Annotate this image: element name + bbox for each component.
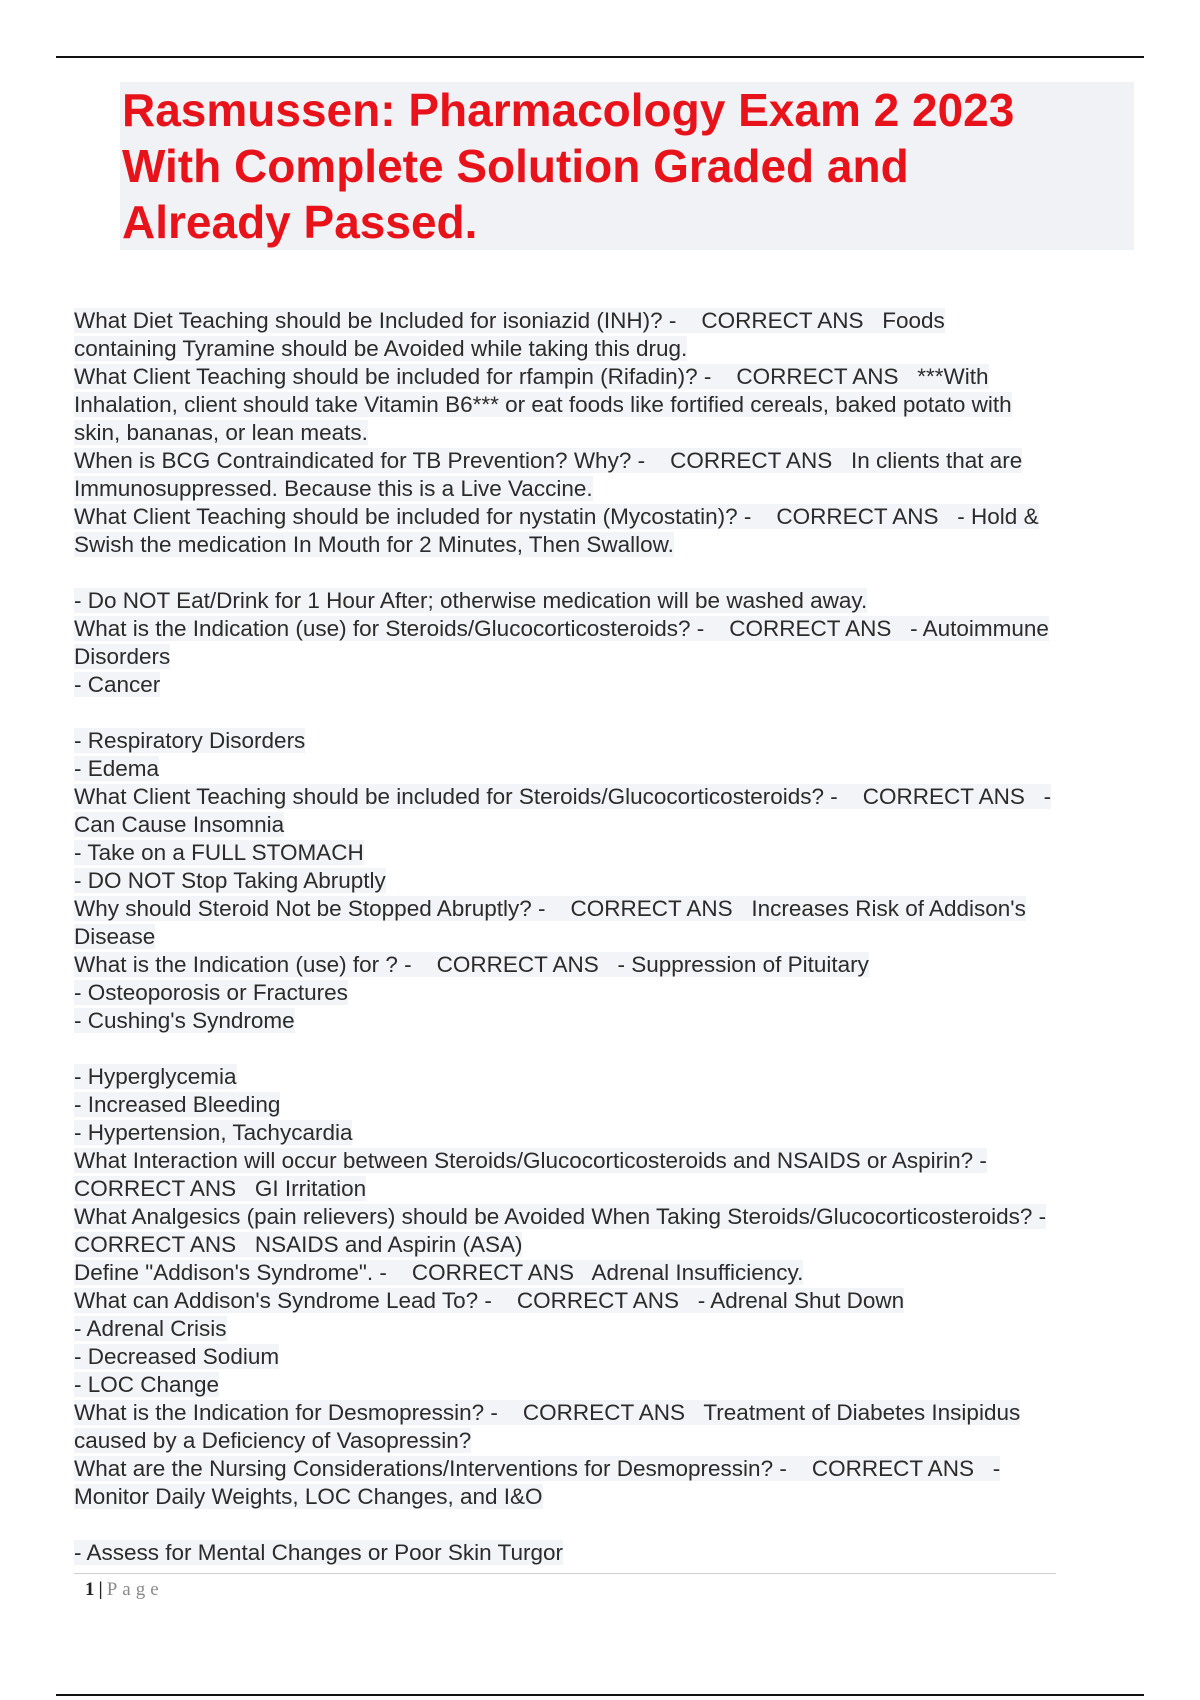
body-line-text: caused by a Deficiency of Vasopressin?: [74, 1428, 472, 1453]
body-line: [74, 1091, 1134, 1119]
body-line: [74, 335, 1134, 363]
body-line-text: Why should Steroid Not be Stopped Abruptly? - CORRECT ANS Increases Risk of Addison's: [74, 896, 1026, 921]
body-line: [74, 391, 1134, 419]
body-line: [74, 895, 1134, 923]
body-line: [74, 951, 1134, 979]
body-line-text: - Hypertension, Tachycardia: [74, 1120, 353, 1145]
body-line: [74, 671, 1134, 699]
body-line-text: What Interaction will occur between Steroids/Glucocorticosteroids and NSAIDS or Aspirin? -: [74, 1148, 987, 1173]
body-line-text: - Assess for Mental Changes or Poor Skin Turgor: [74, 1540, 563, 1565]
body-line-text: - Increased Bleeding: [74, 1092, 281, 1117]
body-line: [74, 1427, 1134, 1455]
body-line: [74, 643, 1134, 671]
body-line-text: Disease: [74, 924, 156, 949]
body-line: [74, 979, 1134, 1007]
body-line: [74, 531, 1134, 559]
body-line: [74, 1007, 1134, 1035]
body-line-text: What is the Indication for Desmopressin? - CORRECT ANS Treatment of Diabetes Insipidus: [74, 1400, 1021, 1425]
body-line: [74, 559, 1134, 587]
body-line: [74, 1035, 1134, 1063]
body-line: [74, 755, 1134, 783]
body-line: [74, 363, 1134, 391]
body-line: [74, 1399, 1134, 1427]
body-line-text: What Client Teaching should be included for nystatin (Mycostatin)? - CORRECT ANS - Hold &: [74, 504, 1039, 529]
header-rule: [56, 56, 1144, 58]
body-line: [74, 1175, 1134, 1203]
body-line-text: - Do NOT Eat/Drink for 1 Hour After; otherwise medication will be washed away.: [74, 588, 868, 613]
body-line-text: CORRECT ANS GI Irritation: [74, 1176, 367, 1201]
body-line: [74, 1343, 1134, 1371]
body-line-text: skin, bananas, or lean meats.: [74, 420, 368, 445]
footer-separator: |: [98, 1579, 103, 1600]
body-line: [74, 1119, 1134, 1147]
body-line: [74, 699, 1134, 727]
body-line: [74, 475, 1134, 503]
body-line-text: What can Addison's Syndrome Lead To? - CORRECT ANS - Adrenal Shut Down: [74, 1288, 905, 1313]
body-line: [74, 1455, 1134, 1483]
body-line-text: - Take on a FULL STOMACH: [74, 840, 364, 865]
body-line: [74, 1147, 1134, 1175]
title-line: Rasmussen: Pharmacology Exam 2 2023: [122, 84, 1015, 136]
document-title: [122, 82, 1122, 250]
body-line-text: Can Cause Insomnia: [74, 812, 285, 837]
body-line: [74, 1539, 1134, 1567]
body-line-text: When is BCG Contraindicated for TB Prevention? Why? - CORRECT ANS In clients that are: [74, 448, 1023, 473]
body-line-text: Immunosuppressed. Because this is a Live Vaccine.: [74, 476, 593, 501]
body-line: [74, 839, 1134, 867]
document-body: [74, 307, 1134, 1567]
body-line: [74, 811, 1134, 839]
title-line: With Complete Solution Graded and: [122, 140, 909, 192]
body-line-text: Swish the medication In Mouth for 2 Minutes, Then Swallow.: [74, 532, 674, 557]
body-line: [74, 447, 1134, 475]
body-line: [74, 1483, 1134, 1511]
body-line: [74, 419, 1134, 447]
body-line-text: What Client Teaching should be included for Steroids/Glucocorticosteroids? - CORRECT ANS -: [74, 784, 1052, 809]
body-line: [74, 1231, 1134, 1259]
body-line-text: - Edema: [74, 756, 160, 781]
body-line: [74, 1315, 1134, 1343]
body-line: [74, 1287, 1134, 1315]
body-line: [74, 503, 1134, 531]
body-line-text: What Diet Teaching should be Included for isoniazid (INH)? - CORRECT ANS Foods: [74, 308, 945, 333]
body-line: [74, 867, 1134, 895]
footer-rule: [74, 1573, 1056, 1574]
body-line: [74, 727, 1134, 755]
body-line-text: CORRECT ANS NSAIDS and Aspirin (ASA): [74, 1232, 523, 1257]
body-line: [74, 1063, 1134, 1091]
page-footer: [85, 1578, 164, 1602]
page-label: Page: [106, 1579, 164, 1600]
body-line: [74, 615, 1134, 643]
body-line-text: - Osteoporosis or Fractures: [74, 980, 348, 1005]
body-line: [74, 1511, 1134, 1539]
body-line-text: Define "Addison's Syndrome". - CORRECT ANS Adrenal Insufficiency.: [74, 1260, 804, 1285]
body-line-text: - LOC Change: [74, 1372, 220, 1397]
body-line-text: What Analgesics (pain relievers) should be Avoided When Taking Steroids/Glucocorticosteroids? -: [74, 1204, 1047, 1229]
title-line: Already Passed.: [122, 196, 478, 248]
body-line: [74, 923, 1134, 951]
body-line-text: - Respiratory Disorders: [74, 728, 306, 753]
body-line-text: Inhalation, client should take Vitamin B6*** or eat foods like fortified cereals, baked potato with: [74, 392, 1012, 417]
body-line-text: - Decreased Sodium: [74, 1344, 280, 1369]
body-line-text: - Cancer: [74, 672, 161, 697]
body-line-text: Monitor Daily Weights, LOC Changes, and I&O: [74, 1484, 543, 1509]
bottom-rule: [56, 1694, 1144, 1696]
page-number: 1: [85, 1579, 95, 1600]
body-line: [74, 1203, 1134, 1231]
body-line-text: What Client Teaching should be included for rfampin (Rifadin)? - CORRECT ANS ***With: [74, 364, 989, 389]
body-line: [74, 1371, 1134, 1399]
body-line-text: containing Tyramine should be Avoided while taking this drug.: [74, 336, 688, 361]
body-line-text: - Adrenal Crisis: [74, 1316, 227, 1341]
body-line-text: What is the Indication (use) for ? - CORRECT ANS - Suppression of Pituitary: [74, 952, 869, 977]
body-line: [74, 587, 1134, 615]
body-line: [74, 783, 1134, 811]
body-line: [74, 307, 1134, 335]
body-line-text: Disorders: [74, 644, 171, 669]
body-line-text: What is the Indication (use) for Steroids/Glucocorticosteroids? - CORRECT ANS - Autoimmune: [74, 616, 1049, 641]
body-line-text: - Cushing's Syndrome: [74, 1008, 295, 1033]
body-line-text: - DO NOT Stop Taking Abruptly: [74, 868, 386, 893]
body-line-text: - Hyperglycemia: [74, 1064, 237, 1089]
body-line-text: What are the Nursing Considerations/Interventions for Desmopressin? - CORRECT ANS -: [74, 1456, 1001, 1481]
body-line: [74, 1259, 1134, 1287]
